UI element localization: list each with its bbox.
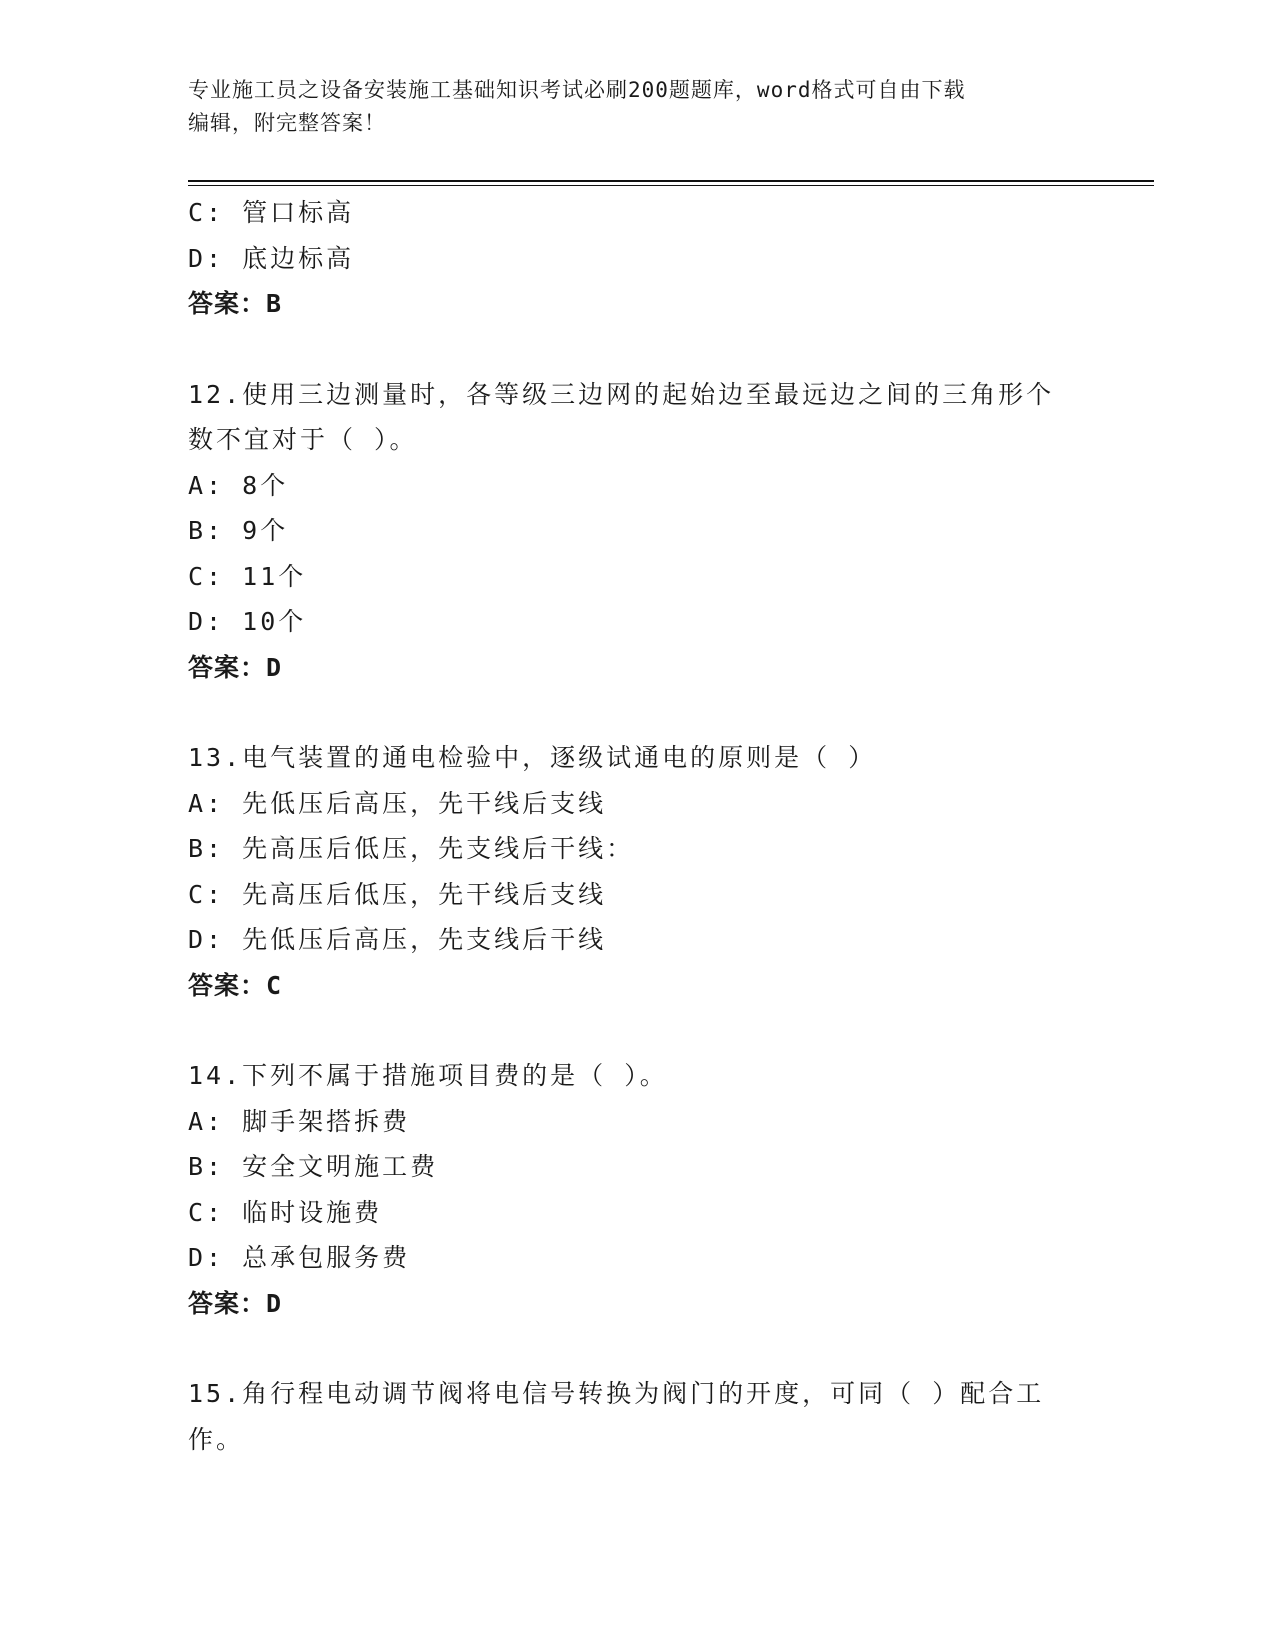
answer-line: 答案：D (188, 652, 283, 682)
option-b: B: 先高压后低压，先支线后干线： (188, 834, 635, 863)
question-title-line-1: 14.下列不属于措施项目费的是（ ）。 (188, 1061, 668, 1090)
answer-line: 答案：D (188, 1288, 283, 1318)
header-title-line-2: 编辑，附完整答案！ (188, 111, 386, 135)
answer-line: 答案：B (188, 289, 283, 318)
option-d: D: 总承包服务费 (188, 1243, 411, 1272)
question-14 (188, 1053, 1088, 1326)
question-title-line-2: 作。 (188, 1424, 245, 1454)
option-a: A: 8个 (188, 470, 289, 500)
answer-line: 答案：C (188, 970, 283, 1000)
page-header (188, 74, 1088, 140)
question-13 (188, 735, 1088, 1008)
question-11-tail (188, 190, 1088, 327)
option-a: A: 先低压后高压，先干线后支线 (188, 788, 607, 818)
question-list (188, 190, 1088, 1462)
option-d: D: 底边标高 (188, 243, 355, 273)
question-title-line-2: 数不宜对于（ ）。 (188, 425, 418, 454)
option-b: B: 安全文明施工费 (188, 1152, 439, 1181)
option-b: B: 9个 (188, 516, 289, 545)
question-title-line-1: 15.角行程电动调节阀将电信号转换为阀门的开度，可同（ ）配合工 (188, 1379, 1045, 1408)
question-title-line-1: 12.使用三边测量时，各等级三边网的起始边至最远边之间的三角形个 (188, 379, 1055, 409)
option-c: C: 先高压后低压，先干线后支线 (188, 879, 607, 909)
question-15 (188, 1371, 1088, 1462)
question-title-line-1: 13.电气装置的通电检验中，逐级试通电的原则是（ ） (188, 743, 877, 772)
header-rule-thin (188, 185, 1154, 186)
question-12 (188, 372, 1088, 691)
option-c: C: 临时设施费 (188, 1197, 383, 1227)
option-c: C: 管口标高 (188, 198, 355, 227)
option-a: A: 脚手架搭拆费 (188, 1106, 411, 1136)
option-c: C: 11个 (188, 561, 307, 591)
header-rule-thick (188, 180, 1154, 182)
option-d: D: 10个 (188, 607, 307, 636)
header-title-line-1: 专业施工员之设备安装施工基础知识考试必刷200题题库，word格式可自由下载 (188, 78, 966, 102)
option-d: D: 先低压后高压，先支线后干线 (188, 925, 607, 954)
